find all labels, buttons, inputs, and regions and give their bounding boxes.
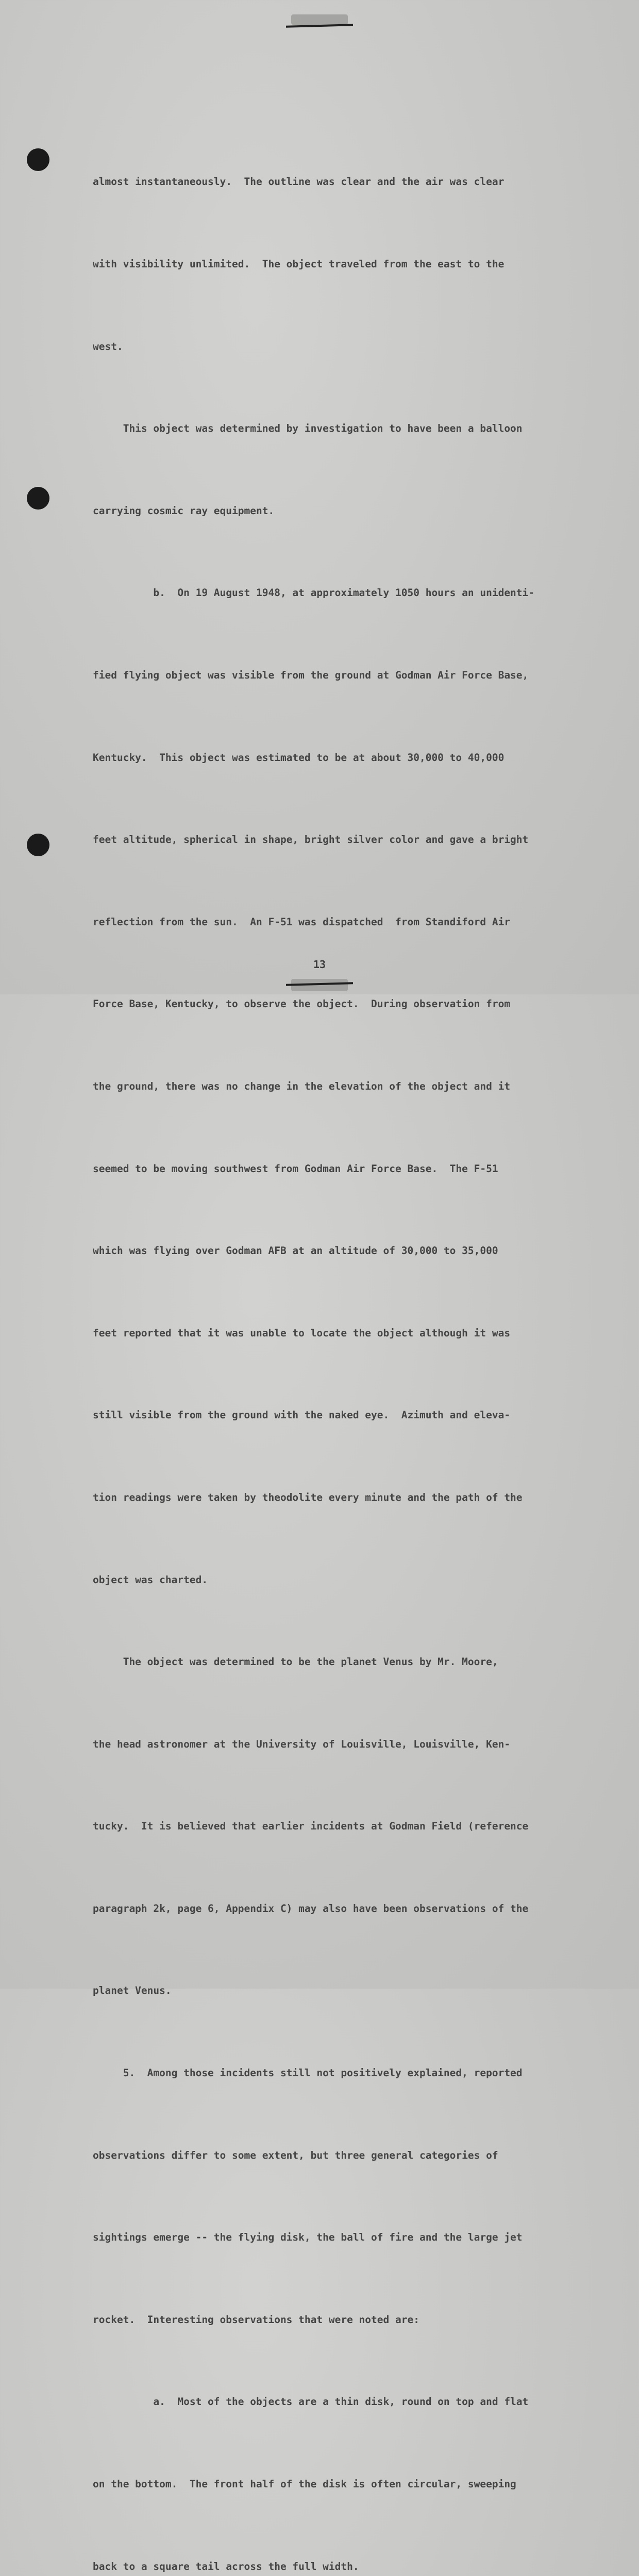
text-line: back to a square tail across the full width. [93, 2560, 359, 2572]
text-line: Force Base, Kentucky, to observe the object. During observation from [93, 998, 511, 1010]
text-line: with visibility unlimited. The object traveled from the east to the [93, 258, 505, 270]
text-line: sightings emerge -- the flying disk, the ball of fire and the large jet [93, 2231, 523, 2244]
text-line: The object was determined to be the planet Venus by Mr. Moore, [93, 1656, 498, 1668]
classification-stamp-top [286, 11, 353, 32]
text-line: 5. Among those incidents still not positively explained, reported [93, 2067, 523, 2079]
text-line: feet reported that it was unable to locate the object although it was [93, 1327, 511, 1339]
text-line: west. [93, 340, 123, 352]
text-line: This object was determined by investigation to have been a balloon [93, 422, 523, 435]
body-text [93, 113, 587, 2576]
text-line: tion readings were taken by theodolite every minute and the path of the [93, 1491, 523, 1503]
stamp-blot [291, 14, 348, 25]
text-line: on the bottom. The front half of the disk is often circular, sweeping [93, 2478, 516, 2490]
text-line: paragraph 2k, page 6, Appendix C) may also have been observations of the [93, 1902, 529, 1914]
text-line: reflection from the sun. An F-51 was dispatched from Standiford Air [93, 916, 511, 928]
text-line: almost instantaneously. The outline was clear and the air was clear [93, 176, 505, 188]
text-line: planet Venus. [93, 1985, 172, 1997]
page-number: 13 [313, 958, 326, 971]
text-line: seemed to be moving southwest from Godman Air Force Base. The F-51 [93, 1162, 498, 1175]
punch-hole [27, 487, 49, 510]
text-line: tucky. It is believed that earlier incidents at Godman Field (reference [93, 1820, 529, 1833]
text-line: the ground, there was no change in the elevation of the object and it [93, 1080, 511, 1092]
text-line: rocket. Interesting observations that were noted are: [93, 2313, 419, 2326]
text-line: the head astronomer at the University of Louisville, Louisville, Ken- [93, 1738, 511, 1750]
text-line: carrying cosmic ray equipment. [93, 504, 275, 517]
text-line: which was flying over Godman AFB at an altitude of 30,000 to 35,000 [93, 1245, 498, 1257]
text-line: observations differ to some extent, but three general categories of [93, 2149, 498, 2161]
text-line: a. Most of the objects are a thin disk, round on top and flat [93, 2396, 529, 2408]
text-line: still visible from the ground with the naked eye. Azimuth and eleva- [93, 1409, 511, 1421]
text-line: object was charted. [93, 1573, 208, 1586]
punch-hole [27, 148, 49, 171]
text-line: b. On 19 August 1948, at approximately 1050 hours an unidenti- [93, 587, 535, 599]
text-line: feet altitude, spherical in shape, bright silver color and gave a bright [93, 834, 529, 846]
classification-stamp-bottom [286, 979, 353, 994]
punch-hole [27, 834, 49, 856]
text-line: Kentucky. This object was estimated to be at about 30,000 to 40,000 [93, 751, 505, 764]
text-line: fied flying object was visible from the ground at Godman Air Force Base, [93, 669, 529, 681]
